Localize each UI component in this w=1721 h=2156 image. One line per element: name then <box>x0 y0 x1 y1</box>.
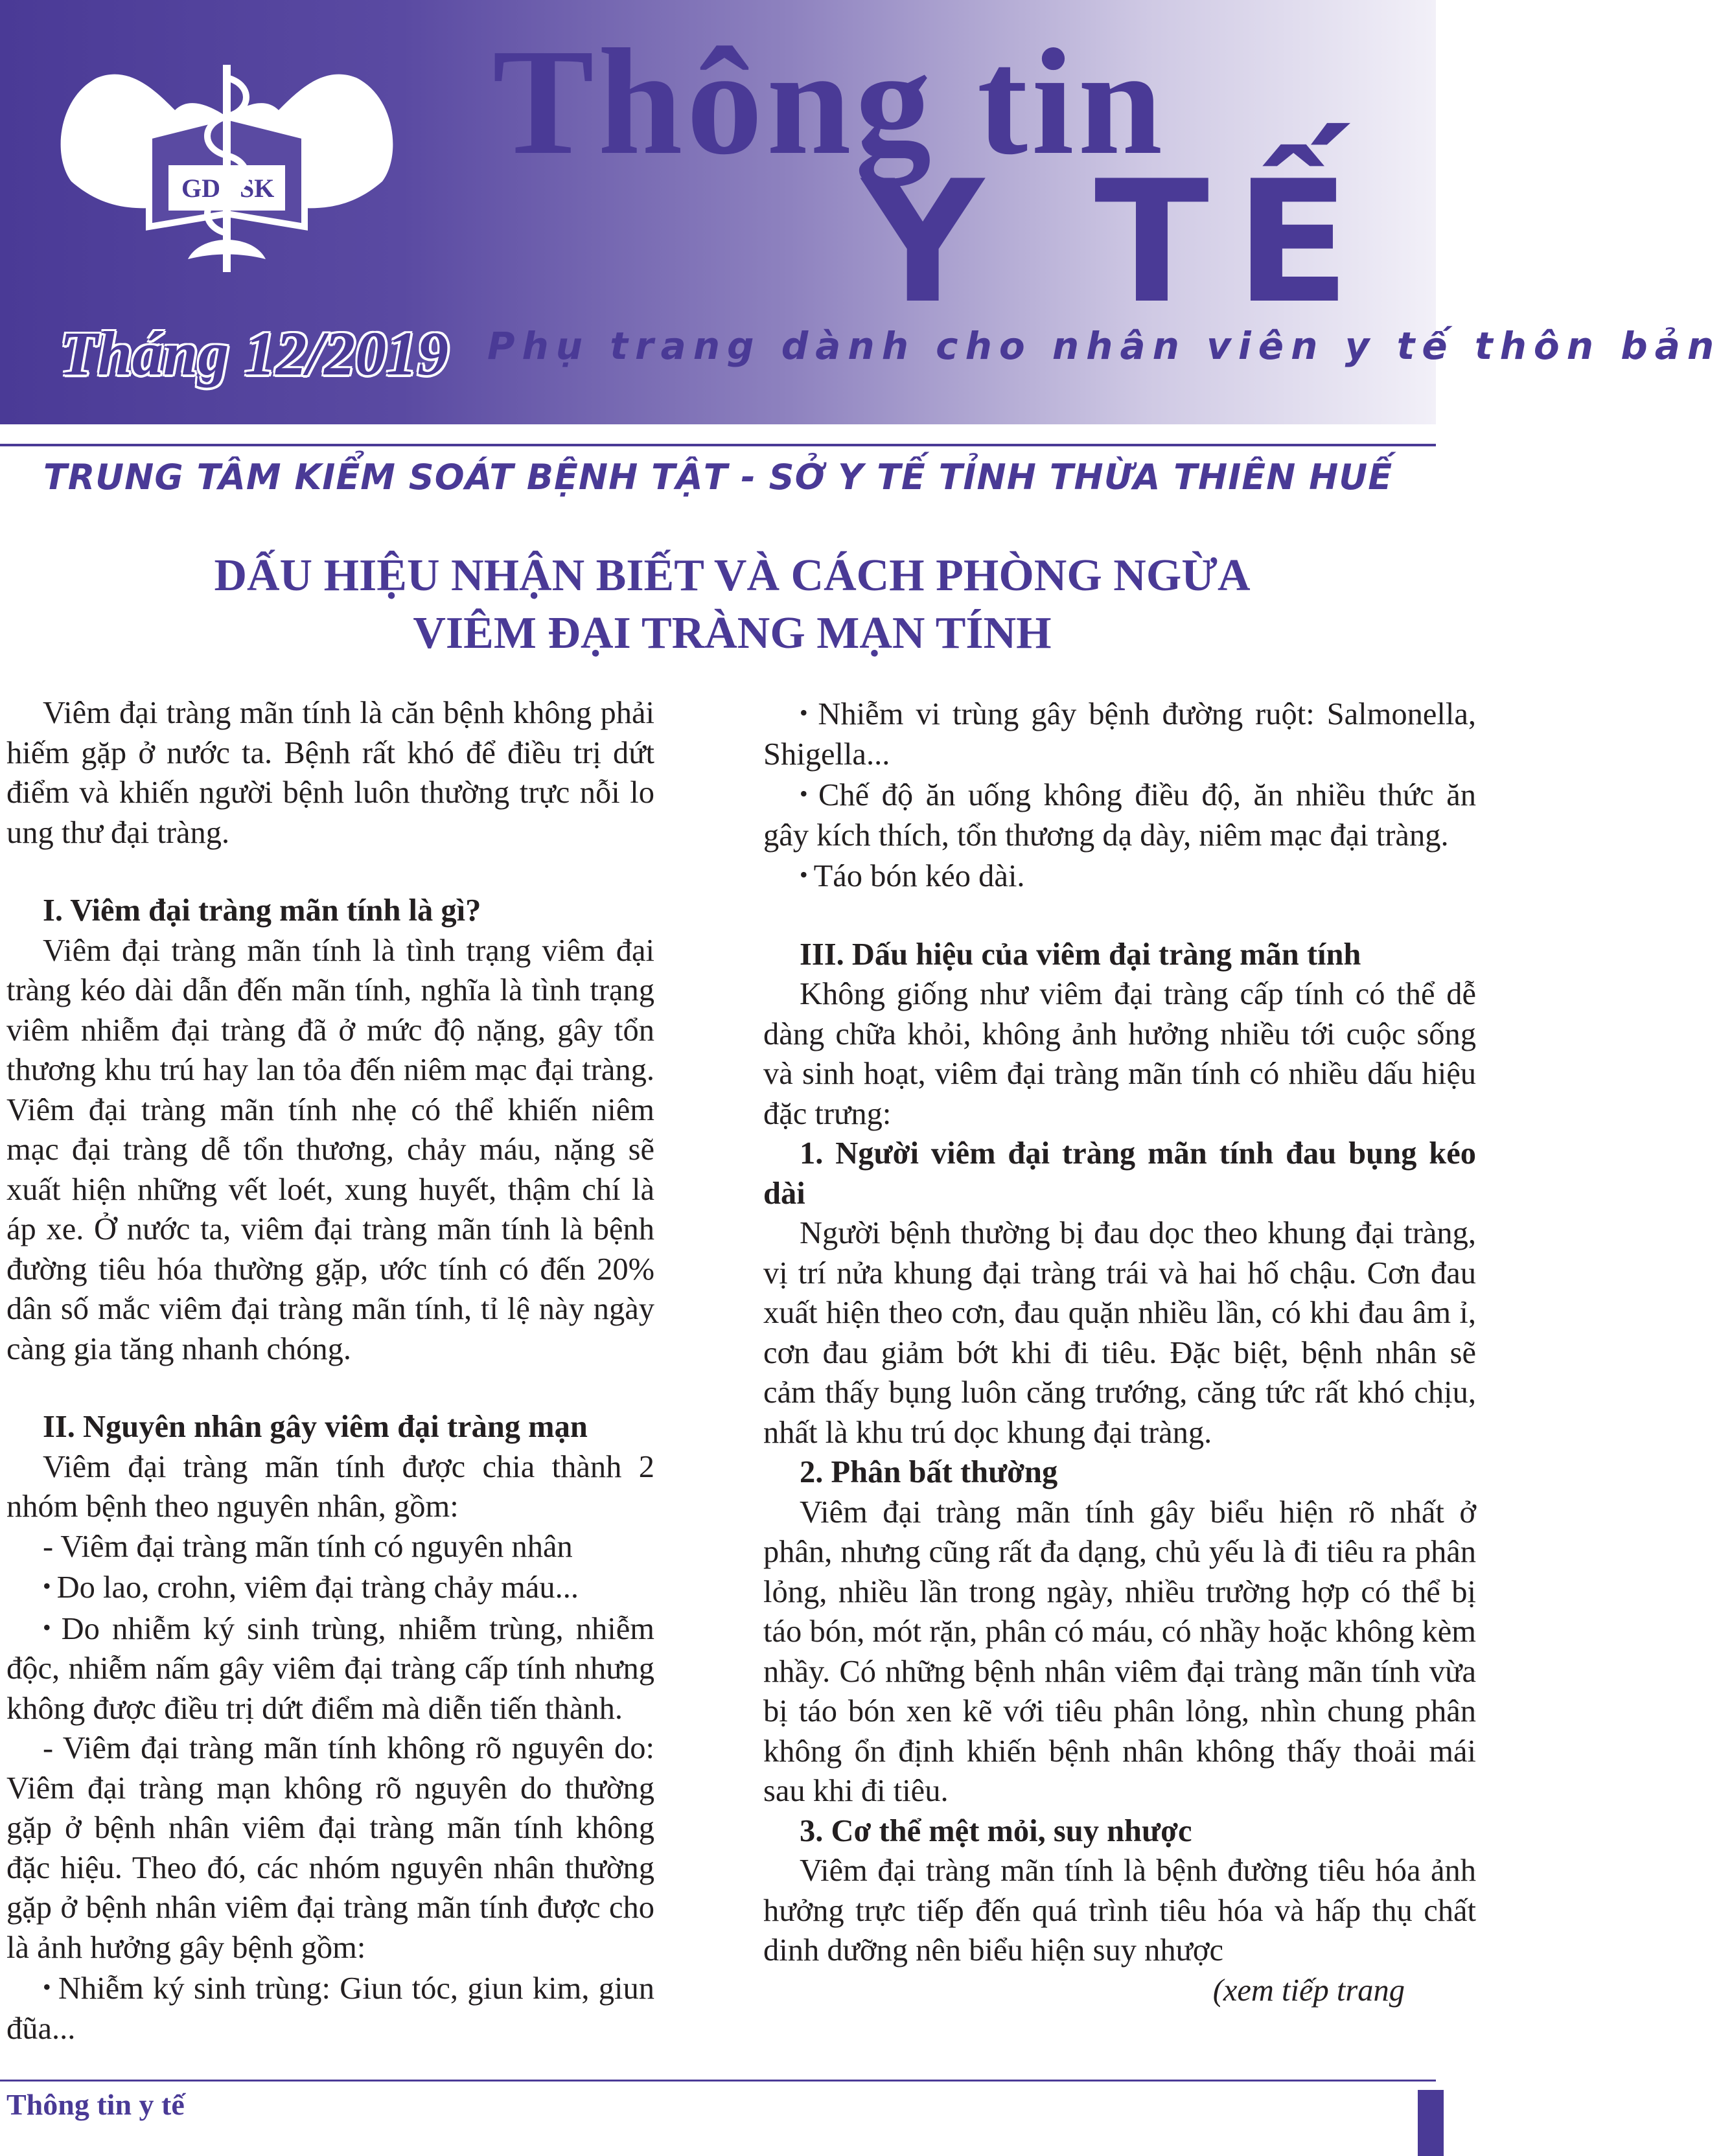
list-item: • Nhiễm vi trùng gây bệnh đường ruột: Salmonella, Shigella... <box>763 693 1476 774</box>
section-3-heading: III. Dấu hiệu của viêm đại tràng mãn tính <box>800 937 1361 972</box>
issue-date: Tháng 12/2019 <box>60 319 449 388</box>
organization-name: TRUNG TÂM KIỂM SOÁT BỆNH TẬT - SỞ Y TẾ TỈNH THỪA THIÊN HUẾ <box>43 457 1393 498</box>
section-2-group-2: - Viêm đại tràng mãn tính không rõ nguyên do: Viêm đại tràng mạn không rõ nguyên do thường gặp ở bệnh nhân viêm đại tràng mãn tính không đặc hiệu. Theo đó, các nhóm nguyên nhân thường gặp ở bệnh nhân viêm đại tràng mãn tính được cho là ảnh hưởng gây bệnh gồm: <box>6 1731 654 1965</box>
article-headline <box>65 547 1400 663</box>
gdsk-logo-icon <box>45 39 408 311</box>
section-1-body: Viêm đại tràng mãn tính là tình trạng viêm đại tràng kéo dài dẫn đến mãn tính, nghĩa là tình trạng viêm nhiễm đại tràng đã ở mức độ nặng, gây tổn thương khu trú hay lan tỏa đến niêm mạc đại tràng. Viêm đại tràng mãn tính nhẹ có thể khiến niêm mạc đại tràng dễ tổn thương, chảy máu, nặng sẽ xuất hiện những vết loét, xung huyết, thậm chí là áp xe. Ở nước ta, viêm đại tràng mãn tính là bệnh đường tiêu hóa thường gặp, ước tính có đến 20% dân số mắc viêm đại tràng mãn tính, tỉ lệ này ngày càng gia tăng nhanh chóng. <box>6 933 654 1366</box>
section-1-heading: I. Viêm đại tràng mãn tính là gì? <box>43 893 481 928</box>
intro-paragraph: Viêm đại tràng mãn tính là căn bệnh không phải hiếm gặp ở nước ta. Bệnh rất khó để điều trị dứt điểm và khiến người bệnh luôn thường trực nỗi lo ung thư đại tràng. <box>6 696 654 850</box>
svg-text:GD: GD <box>181 174 220 203</box>
list-item: • Chế độ ăn uống không điều độ, ăn nhiều thức ăn gây kích thích, tổn thương dạ dày, niêm mạc đại tràng. <box>763 774 1476 855</box>
list-item: • Táo bón kéo dài. <box>763 855 1476 897</box>
bottom-divider <box>0 2080 1436 2081</box>
section-3-sub-3-heading: 3. Cơ thể mệt mỏi, suy nhược <box>800 1813 1192 1848</box>
list-item: • Nhiễm ký sinh trùng: Giun tóc, giun kim, giun đũa... <box>6 1967 654 2048</box>
masthead-title-big: Y TẾ <box>862 145 1376 341</box>
headline-line-2: VIÊM ĐẠI TRÀNG MẠN TÍNH <box>413 608 1052 658</box>
masthead-subtitle: Phụ trang dành cho nhân viên y tế thôn bản <box>487 324 1721 368</box>
left-column <box>6 693 654 2048</box>
top-divider <box>0 444 1436 446</box>
section-3-body: Không giống như viêm đại tràng cấp tính có thể dễ dàng chữa khỏi, không ảnh hưởng nhiều tới cuộc sống và sinh hoạt, viêm đại tràng mãn tính có nhiều dấu hiệu đặc trưng: <box>763 977 1476 1131</box>
footer-page-marker <box>1418 2090 1444 2156</box>
section-2-heading: II. Nguyên nhân gây viêm đại tràng mạn <box>43 1410 588 1444</box>
section-3-sub-1-heading: 1. Người viêm đại tràng mãn tính đau bụng kéo dài <box>763 1136 1476 1211</box>
list-item: • Do nhiễm ký sinh trùng, nhiễm trùng, nhiễm độc, nhiễm nấm gây viêm đại tràng cấp tính nhưng không được điều trị dứt điểm mà diễn tiến thành. <box>6 1608 654 1729</box>
list-item: • Do lao, crohn, viêm đại tràng chảy máu... <box>6 1566 654 1608</box>
section-2-body: Viêm đại tràng mãn tính được chia thành 2 nhóm bệnh theo nguyên nhân, gồm: <box>6 1449 654 1524</box>
svg-text:SK: SK <box>240 174 275 203</box>
section-3-sub-1-body: Người bệnh thường bị đau dọc theo khung đại tràng, vị trí nửa khung đại tràng trái và hai hố chậu. Cơn đau xuất hiện theo cơn, đau quặn nhiều lần, có khi đau âm ỉ, cơn đau giảm bớt khi đi tiêu. Đặc biệt, bệnh nhân sẽ cảm thấy bụng luôn căng trướng, căng tức rất khó chịu, nhất là khu trú dọc khung đại tràng. <box>763 1216 1476 1450</box>
masthead-banner <box>0 0 1721 424</box>
right-column <box>763 693 1476 2010</box>
section-2-group-1: - Viêm đại tràng mãn tính có nguyên nhân <box>43 1529 573 1564</box>
headline-line-1: DẤU HIỆU NHẬN BIẾT VÀ CÁCH PHÒNG NGỪA <box>214 551 1251 601</box>
footer-label: Thông tin y tế <box>6 2088 185 2121</box>
masthead-title: Thông tin <box>492 17 1167 186</box>
section-3-sub-2-heading: 2. Phân bất thường <box>800 1455 1058 1489</box>
section-3-sub-3-body: Viêm đại tràng mãn tính là bệnh đường tiêu hóa ảnh hưởng trực tiếp đến quá trình tiêu hóa và hấp thụ chất dinh dưỡng nên biểu hiện suy nhược <box>763 1853 1476 1967</box>
section-3-sub-2-body: Viêm đại tràng mãn tính gây biểu hiện rõ nhất ở phân, nhưng cũng rất đa dạng, chủ yếu là đi tiêu ra phân lỏng, nhiều lần trong ngày, nhiều trường hợp có thể bị táo bón, mót rặn, phân có máu, có nhầy hoặc không kèm nhầy. Có những bệnh nhân viêm đại tràng mãn tính vừa bị táo bón xen kẽ với tiêu phân lỏng, nhìn chung phân không ổn định khiến bệnh nhân không thấy thoải mái sau khi đi tiêu. <box>763 1495 1476 1808</box>
continue-note: (xem tiếp trang <box>1212 1973 1405 2008</box>
